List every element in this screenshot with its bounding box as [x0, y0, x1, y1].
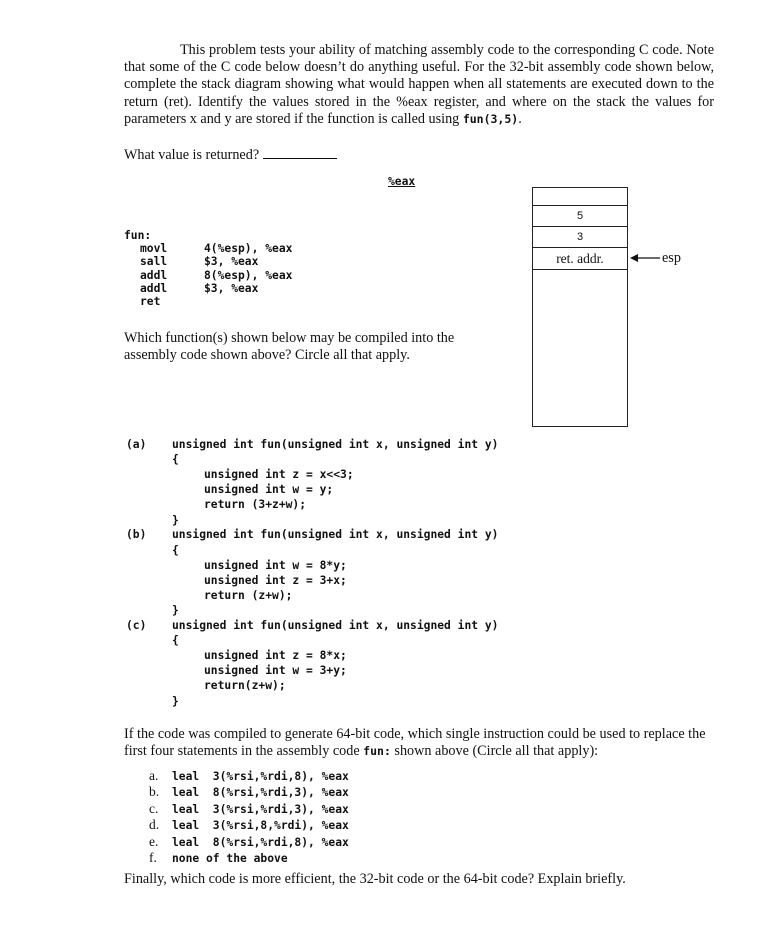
option-d[interactable]: leal 3(%rsi,8,%rdi), %eax: [172, 819, 349, 832]
func-b-signature: unsigned int fun(unsigned int x, unsigned int y): [172, 528, 499, 541]
asm-op-3: addl: [140, 282, 168, 295]
func-a-open-brace: {: [172, 453, 179, 466]
asm-op-4: ret: [140, 295, 161, 308]
esp-label: esp: [662, 250, 681, 266]
asm-op-2: addl: [140, 269, 168, 282]
intro-period: .: [518, 110, 522, 127]
option-b[interactable]: leal 8(%rsi,%rdi,3), %eax: [172, 786, 349, 799]
option-e-letter: e.: [149, 834, 159, 849]
func-c-open-brace: {: [172, 634, 179, 647]
option-a[interactable]: leal 3(%rsi,%rdi,8), %eax: [172, 770, 349, 783]
asm-args-2: 8(%esp), %eax: [204, 269, 293, 282]
option-f-letter: f.: [149, 850, 157, 865]
q64-text-after: shown above (Circle all that apply):: [390, 743, 599, 760]
func-a-line-1: unsigned int w = y;: [204, 483, 334, 496]
option-e[interactable]: leal 8(%rsi,%rdi,8), %eax: [172, 836, 349, 849]
asm-args-3: $3, %eax: [204, 282, 259, 295]
func-b-open-brace: {: [172, 544, 179, 557]
intro-text: This problem tests your ability of matching assembly code to the corresponding C code. Note that some of the C code below doesn’t do anything useful. For the 32-bit assembly code shown below, complete the stack diagram showing what would happen when all statements are executed down to the return (ret). Identify the values stored in the %eax register, and where on the stack the values for parameters x and y are stored if the function is called using: [124, 42, 714, 127]
stack-diagram[interactable]: [532, 187, 628, 427]
return-question-text: What value is returned?: [124, 147, 260, 163]
final-question: Finally, which code is more efficient, the 32-bit code or the 64-bit code? Explain briefly.: [124, 871, 626, 887]
option-f[interactable]: none of the above: [172, 852, 288, 865]
option-c[interactable]: leal 3(%rsi,%rdi,3), %eax: [172, 803, 349, 816]
func-b-line-2: return (z+w);: [204, 589, 293, 602]
func-b-close-brace: }: [172, 604, 179, 617]
func-b-letter[interactable]: (b): [126, 528, 147, 541]
asm-op-1: sall: [140, 255, 168, 268]
func-c-signature: unsigned int fun(unsigned int x, unsigned int y): [172, 619, 499, 632]
asm-args-0: 4(%esp), %eax: [204, 242, 293, 255]
stack-cell-5: 5: [533, 205, 627, 226]
stack-cell-ret-addr: ret. addr.: [533, 247, 627, 269]
func-a-line-0: unsigned int z = x<<3;: [204, 468, 354, 481]
eax-header: %eax: [388, 175, 416, 188]
func-b-line-1: unsigned int z = 3+x;: [204, 574, 347, 587]
option-a-letter: a.: [149, 768, 159, 783]
q64-question: [124, 726, 714, 760]
func-c-line-0: unsigned int z = 8*x;: [204, 649, 347, 662]
assembly-label: fun:: [124, 229, 152, 242]
q64-text-before: If the code was compiled to generate 64-bit code, which single instruction could be used to replace the first four statements in the assembly code: [124, 726, 706, 760]
stack-divider: [533, 269, 627, 270]
func-c-letter[interactable]: (c): [126, 619, 147, 632]
answer-blank[interactable]: [263, 146, 337, 159]
func-b-line-0: unsigned int w = 8*y;: [204, 559, 347, 572]
option-d-letter: d.: [149, 817, 160, 832]
q64-code: fun:: [363, 744, 391, 759]
intro-call-code: fun(3,5): [462, 111, 519, 126]
esp-arrow-icon: [630, 252, 660, 264]
option-b-letter: b.: [149, 784, 160, 799]
func-a-signature: unsigned int fun(unsigned int x, unsigned int y): [172, 438, 499, 451]
option-c-letter: c.: [149, 801, 159, 816]
func-c-line-2: return(z+w);: [204, 679, 286, 692]
func-a-close-brace: }: [172, 514, 179, 527]
which-function-question: Which function(s) shown below may be compiled into the assembly code shown above? Circle all that apply.: [124, 330, 455, 364]
func-c-line-1: unsigned int w = 3+y;: [204, 664, 347, 677]
stack-cell-3: 3: [533, 226, 627, 247]
func-a-letter[interactable]: (a): [126, 438, 147, 451]
asm-args-1: $3, %eax: [204, 255, 259, 268]
func-a-line-2: return (3+z+w);: [204, 498, 307, 511]
asm-op-0: movl: [140, 242, 168, 255]
return-question: [124, 146, 337, 164]
func-c-close-brace: }: [172, 695, 179, 708]
intro-paragraph: [124, 42, 714, 128]
